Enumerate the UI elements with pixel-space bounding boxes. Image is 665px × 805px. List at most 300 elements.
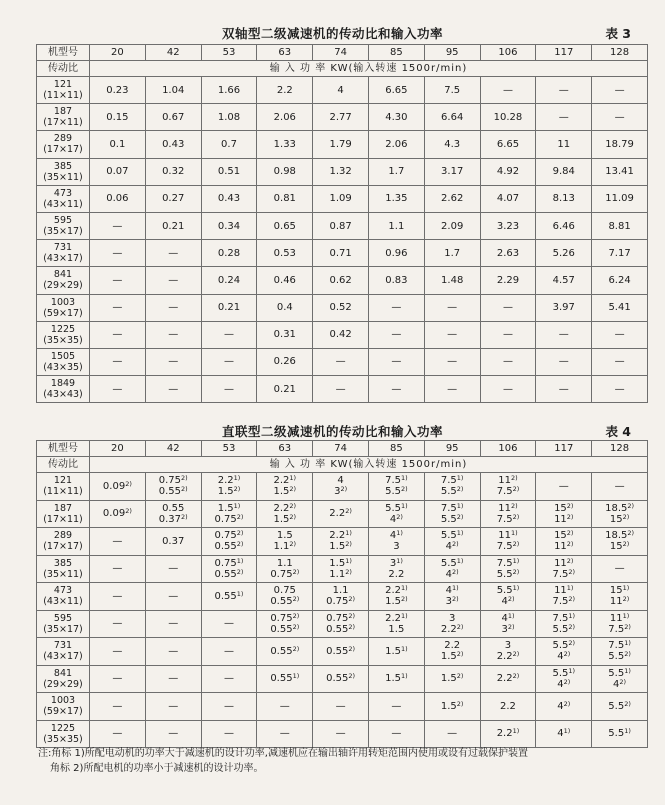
power-cell: 3.97 bbox=[536, 294, 592, 321]
ratio-cell bbox=[37, 212, 90, 239]
footnote-mark: 2) bbox=[566, 556, 574, 565]
footnote-mark: 1) bbox=[507, 611, 515, 620]
power-line bbox=[202, 503, 257, 514]
footnote-mark: 2) bbox=[568, 622, 576, 631]
power-value: — bbox=[112, 673, 123, 685]
power-line bbox=[146, 503, 201, 514]
ratio-header-label: 传动比 bbox=[37, 457, 90, 473]
power-cell: 0.87 bbox=[313, 212, 369, 239]
power-line bbox=[202, 541, 257, 552]
power-line bbox=[90, 701, 145, 712]
power-cell bbox=[424, 555, 480, 583]
power-line bbox=[202, 701, 257, 712]
power-cell: — bbox=[145, 240, 201, 267]
power-value: 11 bbox=[554, 557, 567, 569]
power-value: 4 bbox=[501, 596, 508, 608]
footnote-mark: 1) bbox=[512, 584, 520, 593]
footnote-mark: 2) bbox=[568, 595, 576, 604]
power-cell: 1.1 bbox=[368, 212, 424, 239]
size-header: 117 bbox=[536, 45, 592, 61]
table-row bbox=[37, 555, 648, 583]
power-line bbox=[257, 558, 312, 569]
power-value: 7.5 bbox=[496, 557, 513, 569]
footnote-mark: 2) bbox=[566, 540, 574, 549]
footnote-mark: 2) bbox=[292, 611, 300, 620]
power-value: 1.5 bbox=[385, 645, 401, 657]
size-header: 20 bbox=[90, 441, 146, 457]
power-cell bbox=[90, 500, 146, 528]
table-row bbox=[37, 528, 648, 556]
power-line bbox=[90, 536, 145, 547]
power-value: — bbox=[112, 590, 123, 602]
power-cell bbox=[536, 500, 592, 528]
power-cell: 0.07 bbox=[90, 158, 146, 185]
size-header: 85 bbox=[368, 45, 424, 61]
ratio-cell bbox=[37, 77, 90, 104]
footnote-mark: 1) bbox=[512, 556, 520, 565]
power-line bbox=[146, 591, 201, 602]
power-value: 1.5 bbox=[385, 596, 401, 608]
power-cell: — bbox=[480, 77, 536, 104]
power-value: 2.2 bbox=[440, 623, 457, 635]
power-cell bbox=[536, 720, 592, 748]
footnote-mark: 2) bbox=[292, 622, 300, 631]
ratio-cell bbox=[37, 665, 90, 693]
ratio-cell bbox=[37, 348, 90, 375]
table-row bbox=[37, 638, 648, 666]
power-value: 5.5 bbox=[552, 667, 569, 679]
power-line bbox=[481, 640, 536, 651]
ratio-cell bbox=[37, 693, 90, 721]
power-cell: 0.1 bbox=[90, 131, 146, 158]
power-value: 1.5 bbox=[273, 513, 290, 525]
footnote-mark: 2) bbox=[624, 699, 631, 708]
power-line bbox=[369, 613, 424, 624]
power-cell: — bbox=[424, 376, 480, 403]
power-line bbox=[481, 701, 536, 712]
power-value: 0.55 bbox=[270, 596, 293, 608]
power-value: — bbox=[614, 563, 625, 575]
footnote-mark: 2) bbox=[622, 595, 630, 604]
power-line bbox=[90, 728, 145, 739]
power-header: 输 入 功 率 KW(输入转速 1500r/min) bbox=[90, 61, 648, 77]
power-cell: 2.06 bbox=[368, 131, 424, 158]
power-cell: 0.7 bbox=[201, 131, 257, 158]
power-value: 0.55 bbox=[326, 673, 349, 685]
power-value: 11 bbox=[609, 612, 623, 624]
power-cell: 4.92 bbox=[480, 158, 536, 185]
footnote-mark: 2) bbox=[348, 595, 356, 604]
power-value: 2.2 bbox=[496, 728, 513, 740]
power-value: 0.55 bbox=[214, 568, 237, 580]
footnote-mark: 2) bbox=[348, 672, 356, 681]
power-value: — bbox=[168, 728, 179, 740]
power-line bbox=[202, 591, 257, 602]
table-row bbox=[37, 473, 648, 501]
power-cell: 1.33 bbox=[257, 131, 313, 158]
footnote-mark: 2) bbox=[512, 485, 520, 494]
power-cell: 0.27 bbox=[145, 185, 201, 212]
power-value: 4 bbox=[613, 678, 620, 690]
power-value: 5.5 bbox=[608, 667, 625, 679]
footnote-mark: 2) bbox=[627, 501, 635, 510]
power-line bbox=[425, 541, 480, 552]
table4-title: 直联型二级减速机的传动比和输入功率 bbox=[221, 424, 443, 439]
ratio-value: 1225 bbox=[50, 722, 76, 734]
size-header: 95 bbox=[424, 441, 480, 457]
power-value: 5.5 bbox=[385, 502, 401, 514]
table-row bbox=[37, 348, 648, 375]
power-value: 0.37 bbox=[162, 535, 185, 547]
ratio-cell bbox=[37, 376, 90, 403]
footnote-mark: 1) bbox=[568, 611, 576, 620]
power-value: 0.75 bbox=[270, 568, 293, 580]
power-value: 0.55 bbox=[158, 486, 181, 498]
power-cell bbox=[536, 555, 592, 583]
size-header: 106 bbox=[480, 441, 536, 457]
power-cell bbox=[257, 528, 313, 556]
power-value: 0.55 bbox=[162, 502, 185, 514]
footnote-mark: 2) bbox=[452, 595, 459, 604]
ratio-value: 289 bbox=[53, 530, 73, 542]
power-cell bbox=[90, 610, 146, 638]
power-line bbox=[90, 646, 145, 657]
power-line bbox=[202, 514, 257, 525]
power-value: 3 bbox=[334, 486, 341, 498]
power-line bbox=[369, 728, 424, 739]
power-value: 7.5 bbox=[496, 541, 513, 553]
power-cell: — bbox=[90, 240, 146, 267]
power-cell: 1.08 bbox=[201, 104, 257, 131]
power-line bbox=[202, 728, 257, 739]
power-line bbox=[202, 475, 257, 486]
ratio-stages: (29×29) bbox=[43, 280, 83, 292]
power-line bbox=[313, 701, 368, 712]
power-cell bbox=[592, 693, 648, 721]
power-value: 1.5 bbox=[217, 502, 234, 514]
footnote-mark: 2) bbox=[289, 485, 297, 494]
footnote-mark: 2) bbox=[452, 540, 459, 549]
power-value: 7.5 bbox=[608, 623, 625, 635]
ratio-value: 1003 bbox=[50, 695, 76, 707]
power-cell bbox=[536, 528, 592, 556]
table-row bbox=[37, 267, 648, 294]
power-line bbox=[425, 569, 480, 580]
power-line bbox=[369, 486, 424, 497]
power-line bbox=[481, 596, 536, 607]
power-cell bbox=[536, 473, 592, 501]
power-cell bbox=[536, 693, 592, 721]
power-value: 1.5 bbox=[329, 541, 346, 553]
footnote-mark: 1) bbox=[401, 611, 408, 620]
power-value: 4 bbox=[445, 568, 453, 580]
power-line bbox=[313, 673, 368, 684]
size-header: 128 bbox=[592, 45, 648, 61]
power-cell: — bbox=[536, 321, 592, 348]
power-cell bbox=[257, 500, 313, 528]
ratio-stages: (43×43) bbox=[43, 389, 83, 401]
power-cell bbox=[368, 638, 424, 666]
power-value: 0.55 bbox=[214, 590, 237, 602]
power-cell bbox=[201, 665, 257, 693]
ratio-cell bbox=[37, 294, 90, 321]
power-cell bbox=[201, 583, 257, 611]
ratio-value: 187 bbox=[53, 106, 73, 118]
power-line bbox=[481, 569, 536, 580]
table3-title: 双轴型二级减速机的传动比和输入功率 bbox=[221, 26, 443, 41]
power-value: 15 bbox=[554, 530, 567, 542]
power-value: 1.1 bbox=[329, 568, 346, 580]
power-cell: — bbox=[536, 376, 592, 403]
power-value: 2.2 bbox=[496, 673, 513, 685]
power-value: 1.5 bbox=[217, 486, 234, 498]
power-cell bbox=[313, 665, 369, 693]
footnote-mark: 2) bbox=[180, 474, 188, 483]
size-header: 74 bbox=[313, 45, 369, 61]
power-line bbox=[90, 618, 145, 629]
power-line bbox=[257, 503, 312, 514]
power-cell bbox=[257, 665, 313, 693]
table3 bbox=[36, 44, 648, 403]
ratio-value: 187 bbox=[53, 502, 73, 514]
power-value: 4 bbox=[389, 530, 397, 542]
power-value: 7.5 bbox=[496, 513, 513, 525]
ratio-value: 841 bbox=[53, 269, 73, 281]
power-value: 3 bbox=[445, 596, 453, 608]
power-line bbox=[313, 569, 368, 580]
power-line bbox=[90, 673, 145, 684]
power-cell: — bbox=[480, 321, 536, 348]
ratio-cell bbox=[37, 240, 90, 267]
power-cell: — bbox=[145, 348, 201, 375]
power-cell bbox=[480, 583, 536, 611]
power-value: 4 bbox=[557, 678, 564, 690]
power-value: 11 bbox=[554, 585, 567, 597]
footnote-mark: 1) bbox=[401, 501, 408, 510]
power-cell bbox=[480, 528, 536, 556]
power-value: — bbox=[223, 700, 234, 712]
power-line bbox=[592, 481, 647, 492]
footnote-mark: 2) bbox=[568, 567, 576, 576]
power-cell bbox=[257, 473, 313, 501]
ratio-stages: (43×11) bbox=[43, 198, 83, 210]
table3-size-header-row bbox=[37, 45, 648, 61]
footnote-mark: 2) bbox=[340, 485, 348, 494]
power-cell: 0.34 bbox=[201, 212, 257, 239]
power-value: — bbox=[223, 673, 234, 685]
power-line bbox=[257, 646, 312, 657]
power-value: — bbox=[279, 700, 290, 712]
power-line bbox=[313, 613, 368, 624]
power-line bbox=[313, 585, 368, 596]
ratio-cell bbox=[37, 528, 90, 556]
table3-caption bbox=[0, 22, 665, 42]
power-value: 7.5 bbox=[552, 568, 569, 580]
power-cell: 4.07 bbox=[480, 185, 536, 212]
table4-size-header-row bbox=[37, 441, 648, 457]
power-value: 11 bbox=[498, 475, 511, 487]
power-cell: 7.17 bbox=[592, 240, 648, 267]
footnote-mark: 2) bbox=[289, 512, 297, 521]
power-value: 0.75 bbox=[158, 475, 181, 487]
power-cell: 1.7 bbox=[424, 240, 480, 267]
power-line bbox=[536, 701, 591, 712]
power-cell: — bbox=[368, 376, 424, 403]
ratio-cell bbox=[37, 720, 90, 748]
power-line bbox=[369, 530, 424, 541]
footnotes bbox=[38, 746, 648, 776]
footnote-mark: 1) bbox=[452, 584, 459, 593]
ratio-stages: (17×17) bbox=[43, 541, 83, 553]
power-line bbox=[202, 486, 257, 497]
power-line bbox=[369, 624, 424, 635]
power-cell: 0.42 bbox=[313, 321, 369, 348]
table4-number: 表 4 bbox=[605, 424, 631, 439]
ratio-stages: (29×29) bbox=[43, 678, 83, 690]
power-line bbox=[313, 541, 368, 552]
power-value: 1.5 bbox=[329, 557, 346, 569]
power-line bbox=[146, 618, 201, 629]
ratio-value: 473 bbox=[53, 187, 73, 199]
power-cell bbox=[201, 500, 257, 528]
power-cell: 0.65 bbox=[257, 212, 313, 239]
size-header: 95 bbox=[424, 45, 480, 61]
power-cell: 0.21 bbox=[201, 294, 257, 321]
power-value: — bbox=[391, 728, 402, 740]
power-line bbox=[536, 679, 591, 690]
power-cell: 0.21 bbox=[257, 376, 313, 403]
power-line bbox=[481, 475, 536, 486]
footnote-mark: 1) bbox=[512, 727, 520, 736]
power-cell: — bbox=[592, 348, 648, 375]
power-cell bbox=[257, 555, 313, 583]
power-line bbox=[425, 475, 480, 486]
power-value: 5.5 bbox=[608, 651, 625, 663]
size-header: 42 bbox=[145, 441, 201, 457]
power-cell bbox=[145, 638, 201, 666]
power-value: 5.5 bbox=[552, 623, 569, 635]
power-value: 0.75 bbox=[214, 513, 237, 525]
power-cell: — bbox=[592, 77, 648, 104]
footnote-mark: 2) bbox=[563, 699, 571, 708]
ratio-stages: (17×11) bbox=[43, 513, 83, 525]
power-cell bbox=[145, 500, 201, 528]
power-value: 11 bbox=[498, 502, 511, 514]
footnote-mark: 1) bbox=[622, 611, 630, 620]
power-cell: 0.71 bbox=[313, 240, 369, 267]
power-line bbox=[425, 514, 480, 525]
power-cell: 0.96 bbox=[368, 240, 424, 267]
power-cell bbox=[480, 555, 536, 583]
footnote-mark: 2) bbox=[566, 501, 574, 510]
power-cell: — bbox=[592, 104, 648, 131]
power-cell: 0.24 bbox=[201, 267, 257, 294]
power-cell bbox=[145, 665, 201, 693]
power-cell bbox=[592, 583, 648, 611]
footnote-mark: 2) bbox=[345, 567, 352, 576]
power-cell bbox=[201, 720, 257, 748]
power-cell bbox=[592, 473, 648, 501]
power-line bbox=[425, 640, 480, 651]
footnote-mark: 1) bbox=[456, 501, 464, 510]
power-line bbox=[90, 591, 145, 602]
power-cell: 0.51 bbox=[201, 158, 257, 185]
ratio-stages: (43×17) bbox=[43, 651, 83, 663]
power-cell: 9.84 bbox=[536, 158, 592, 185]
power-line bbox=[313, 596, 368, 607]
ratio-cell bbox=[37, 185, 90, 212]
power-cell bbox=[201, 528, 257, 556]
power-line bbox=[592, 679, 647, 690]
power-value: 11 bbox=[498, 530, 511, 542]
table3-number: 表 3 bbox=[605, 26, 631, 41]
footnote-mark: 2) bbox=[348, 611, 356, 620]
power-cell: 0.4 bbox=[257, 294, 313, 321]
footnote-mark: 2) bbox=[236, 512, 244, 521]
power-value: 2.2 bbox=[385, 612, 401, 624]
power-cell: — bbox=[90, 376, 146, 403]
power-line bbox=[536, 613, 591, 624]
power-cell: — bbox=[592, 321, 648, 348]
table-row bbox=[37, 665, 648, 693]
power-cell bbox=[201, 610, 257, 638]
power-line bbox=[369, 541, 424, 552]
power-line bbox=[202, 673, 257, 684]
ratio-value: 473 bbox=[53, 585, 73, 597]
power-value: 5.5 bbox=[608, 728, 625, 740]
power-cell: — bbox=[368, 348, 424, 375]
footnote-mark: 2) bbox=[566, 512, 574, 521]
power-value: 2.2 bbox=[329, 530, 346, 542]
power-cell: — bbox=[90, 267, 146, 294]
footnote-mark: 1) bbox=[624, 666, 631, 675]
power-cell: 3.17 bbox=[424, 158, 480, 185]
power-cell: 0.26 bbox=[257, 348, 313, 375]
ratio-value: 289 bbox=[53, 133, 73, 145]
power-cell bbox=[145, 473, 201, 501]
footnote-mark: 2) bbox=[292, 595, 300, 604]
table-row bbox=[37, 212, 648, 239]
power-line bbox=[536, 651, 591, 662]
power-value: 5.5 bbox=[440, 530, 457, 542]
power-cell bbox=[145, 555, 201, 583]
power-cell bbox=[201, 693, 257, 721]
footnote-mark: 2) bbox=[456, 512, 464, 521]
power-cell bbox=[90, 528, 146, 556]
ratio-stages: (43×35) bbox=[43, 361, 83, 373]
power-value: 4 bbox=[557, 728, 564, 740]
power-line bbox=[536, 585, 591, 596]
power-cell: — bbox=[424, 348, 480, 375]
footnote-mark: 2) bbox=[456, 650, 464, 659]
power-line bbox=[592, 613, 647, 624]
power-cell bbox=[368, 555, 424, 583]
power-line bbox=[481, 530, 536, 541]
power-cell: — bbox=[145, 321, 201, 348]
power-line bbox=[425, 613, 480, 624]
footnote-mark: 2) bbox=[512, 512, 520, 521]
footnote-mark: 2) bbox=[345, 507, 352, 516]
power-value: 1.1 bbox=[273, 541, 290, 553]
power-line bbox=[257, 701, 312, 712]
power-line bbox=[257, 475, 312, 486]
power-value: 0.55 bbox=[270, 673, 293, 685]
power-value: 15 bbox=[609, 513, 623, 525]
power-line bbox=[481, 558, 536, 569]
power-cell bbox=[145, 528, 201, 556]
footnote-mark: 2) bbox=[456, 699, 464, 708]
footnote-mark: 2) bbox=[180, 485, 188, 494]
